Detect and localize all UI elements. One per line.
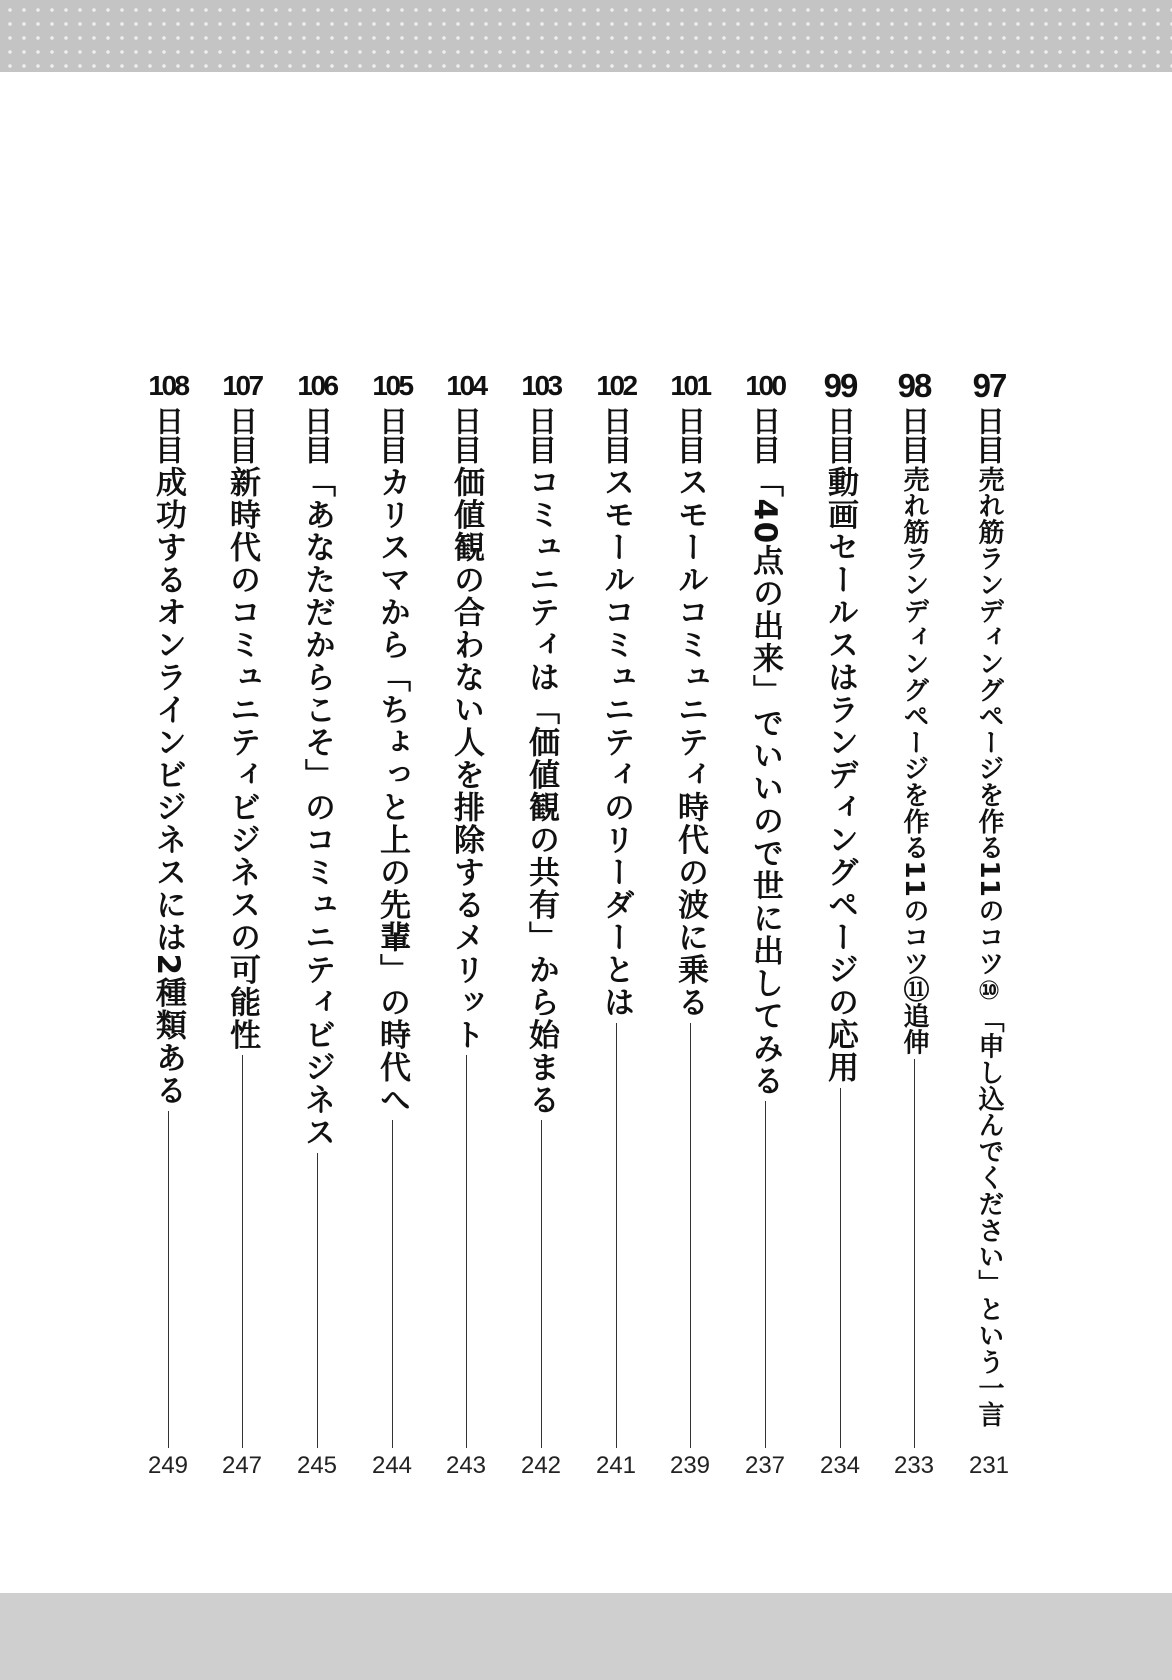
page-number: 245 <box>296 1452 338 1479</box>
day-label <box>446 368 485 464</box>
day-unit: 日目 <box>599 406 633 464</box>
toc-entry <box>138 368 198 1480</box>
toc-entry <box>884 368 944 1480</box>
day-number: 103 <box>521 370 561 401</box>
day-number: 108 <box>148 370 188 401</box>
entry-title: 動画セールスはランディングページの応用 <box>822 466 858 1084</box>
page-number: 234 <box>819 1452 861 1479</box>
leader-line <box>690 1023 691 1449</box>
page-number: 231 <box>968 1452 1010 1479</box>
entry-title: 「あなただからこそ」のコミュニティビジネス <box>299 466 335 1149</box>
day-unit: 日目 <box>748 406 782 464</box>
leader-line <box>840 1088 841 1449</box>
entry-title: 売れ筋ランディングページを作る11のコツ⑪追伸 <box>899 466 929 1056</box>
entry-title: スモールコミュニティのリーダーとは <box>598 466 634 1019</box>
day-unit: 日目 <box>225 406 259 464</box>
day-unit: 日目 <box>673 406 707 464</box>
entry-title: 売れ筋ランディングページを作る11のコツ⑩「申し込んでください」という一言 <box>974 466 1004 1428</box>
leader-line <box>914 1059 915 1448</box>
page-number: 243 <box>445 1452 487 1479</box>
toc-entry <box>212 368 272 1480</box>
day-label <box>297 368 336 464</box>
entry-title: カリスマから「ちょっと上の先輩」の時代へ <box>374 466 410 1116</box>
day-unit: 日目 <box>300 406 334 464</box>
toc-entry <box>735 368 795 1480</box>
day-number: 98 <box>897 367 931 404</box>
day-number: 104 <box>446 370 486 401</box>
bottom-band <box>0 1593 1172 1680</box>
day-unit: 日目 <box>375 406 409 464</box>
entry-title: スモールコミュニティ時代の波に乗る <box>672 466 708 1019</box>
leader-line <box>989 1431 990 1448</box>
day-label <box>148 368 187 464</box>
leader-line <box>541 1120 542 1448</box>
toc-entry <box>586 368 646 1480</box>
leader-line <box>392 1120 393 1448</box>
day-unit: 日目 <box>151 406 185 464</box>
day-label <box>898 368 931 464</box>
page-number: 247 <box>221 1452 263 1479</box>
page-number: 239 <box>669 1452 711 1479</box>
toc-entry <box>511 368 571 1480</box>
day-label <box>222 368 261 464</box>
day-number: 97 <box>972 367 1006 404</box>
day-number: 101 <box>670 370 710 401</box>
page-number: 237 <box>744 1452 786 1479</box>
entry-title: 「40点の出来」でいいので世に出してみる <box>747 466 783 1098</box>
day-number: 100 <box>745 370 785 401</box>
leader-line <box>466 1055 467 1448</box>
day-label <box>670 368 709 464</box>
page-number: 249 <box>147 1452 189 1479</box>
day-number: 105 <box>372 370 412 401</box>
day-number: 106 <box>297 370 337 401</box>
day-unit: 日目 <box>823 406 857 464</box>
day-number: 102 <box>596 370 636 401</box>
leader-line <box>168 1111 169 1448</box>
toc-entry <box>436 368 496 1480</box>
entry-title: コミュニティは「価値観の共有」から始まる <box>523 466 559 1116</box>
day-number: 99 <box>823 367 857 404</box>
leader-line <box>317 1153 318 1449</box>
toc-entry <box>810 368 870 1480</box>
toc-entry <box>959 368 1019 1480</box>
day-unit: 日目 <box>972 406 1006 464</box>
day-label <box>973 368 1006 464</box>
toc-entry <box>660 368 720 1480</box>
day-label <box>372 368 411 464</box>
entry-title: 成功するオンラインビジネスには2種類ある <box>150 466 186 1107</box>
page-number: 244 <box>371 1452 413 1479</box>
day-label <box>521 368 560 464</box>
day-label <box>745 368 784 464</box>
day-number: 107 <box>222 370 262 401</box>
day-unit: 日目 <box>897 406 931 464</box>
toc-entry <box>287 368 347 1480</box>
page-number: 233 <box>893 1452 935 1479</box>
day-label <box>824 368 857 464</box>
day-unit: 日目 <box>524 406 558 464</box>
toc-entry <box>362 368 422 1480</box>
day-unit: 日目 <box>449 406 483 464</box>
day-label <box>596 368 635 464</box>
leader-line <box>616 1023 617 1449</box>
entry-title: 新時代のコミュニティビジネスの可能性 <box>224 466 260 1051</box>
leader-line <box>242 1055 243 1448</box>
page-number: 242 <box>520 1452 562 1479</box>
leader-line <box>765 1101 766 1448</box>
entry-title: 価値観の合わない人を排除するメリット <box>448 466 484 1051</box>
page-number: 241 <box>595 1452 637 1479</box>
